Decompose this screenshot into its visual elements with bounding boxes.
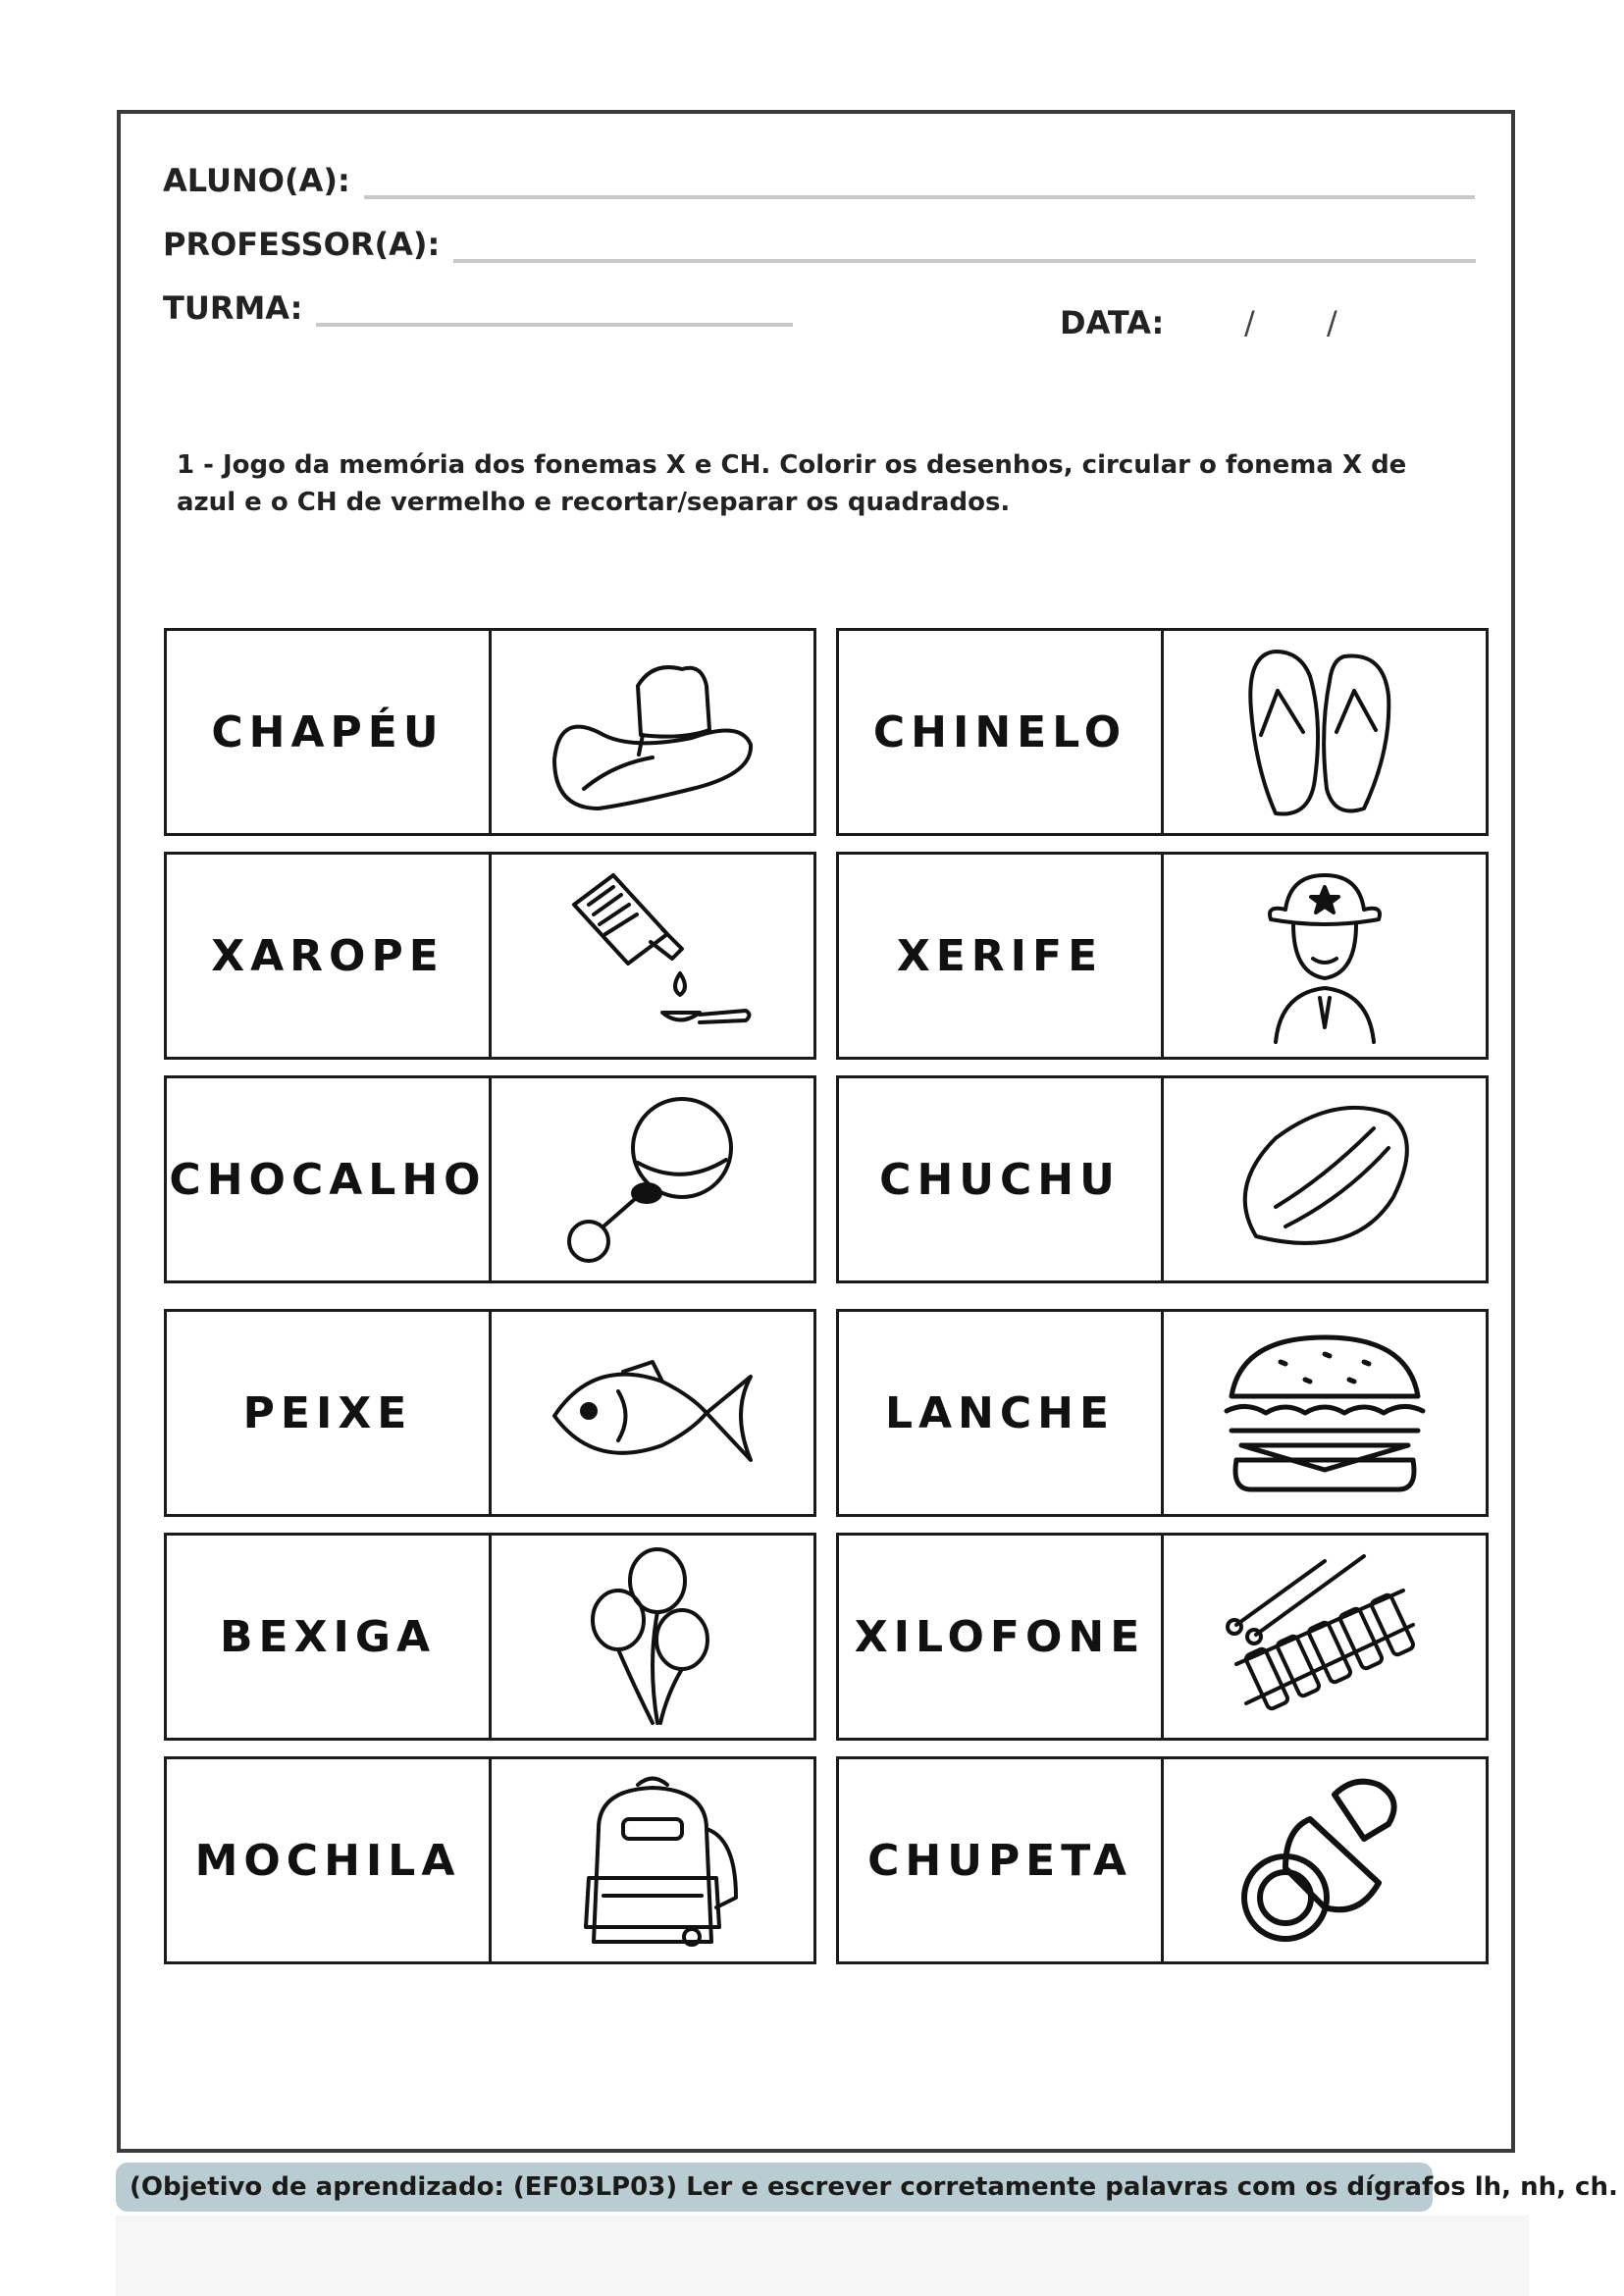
teacher-row (163, 226, 1476, 263)
date-separator: / (1244, 304, 1255, 341)
memory-card[interactable] (836, 1309, 1489, 1517)
instruction-text: 1 - Jogo da memória dos fonemas X e CH. Colorir os desenhos, circular o fonema X de azul e o CH de vermelho e recortar/separar os quadrados. (177, 450, 1407, 517)
card-word: CHOCALHO (167, 1078, 492, 1280)
sheriff-icon (1164, 855, 1486, 1057)
chayote-icon (1164, 1078, 1486, 1280)
student-name-line[interactable] (364, 195, 1475, 199)
memory-card[interactable] (164, 852, 816, 1060)
memory-card[interactable] (836, 1075, 1489, 1283)
card-word: CHAPÉU (167, 631, 492, 833)
card-word: LANCHE (839, 1312, 1164, 1514)
flip-flops-icon (1164, 631, 1486, 833)
date-separator: / (1327, 304, 1337, 341)
syrup-icon (492, 855, 813, 1057)
xylophone-icon (1164, 1536, 1486, 1738)
memory-card[interactable] (836, 628, 1489, 836)
bottom-shade (116, 2216, 1529, 2296)
card-word: CHINELO (839, 631, 1164, 833)
rattle-icon (492, 1078, 813, 1280)
student-row (163, 162, 1475, 199)
hat-icon (492, 631, 813, 833)
memory-card[interactable] (836, 1756, 1489, 1964)
memory-card[interactable] (836, 1533, 1489, 1741)
card-word: XAROPE (167, 855, 492, 1057)
memory-card[interactable] (836, 852, 1489, 1060)
card-word: BEXIGA (167, 1536, 492, 1738)
teacher-label: PROFESSOR(A): (163, 226, 441, 263)
card-word: XERIFE (839, 855, 1164, 1057)
class-label: TURMA: (163, 289, 303, 327)
learning-objective: (Objetivo de aprendizado: (EF03LP03) Ler e escrever corretamente palavras com os dígrafos lh, nh, ch. (116, 2163, 1433, 2212)
card-word: XILOFONE (839, 1536, 1164, 1738)
student-label: ALUNO(A): (163, 162, 350, 199)
memory-card[interactable] (164, 1075, 816, 1283)
pacifier-icon (1164, 1759, 1486, 1961)
date-label: DATA: (1060, 304, 1165, 341)
card-word: MOCHILA (167, 1759, 492, 1961)
memory-card[interactable] (164, 1756, 816, 1964)
burger-icon (1164, 1312, 1486, 1514)
memory-card[interactable] (164, 628, 816, 836)
card-word: CHUCHU (839, 1078, 1164, 1280)
card-word: CHUPETA (839, 1759, 1164, 1961)
memory-card[interactable] (164, 1309, 816, 1517)
class-row (163, 289, 793, 327)
class-line[interactable] (316, 323, 793, 327)
teacher-name-line[interactable] (453, 259, 1476, 263)
memory-card[interactable] (164, 1533, 816, 1741)
backpack-icon (492, 1759, 813, 1961)
card-word: PEIXE (167, 1312, 492, 1514)
balloons-icon (492, 1536, 813, 1738)
fish-icon (492, 1312, 813, 1514)
